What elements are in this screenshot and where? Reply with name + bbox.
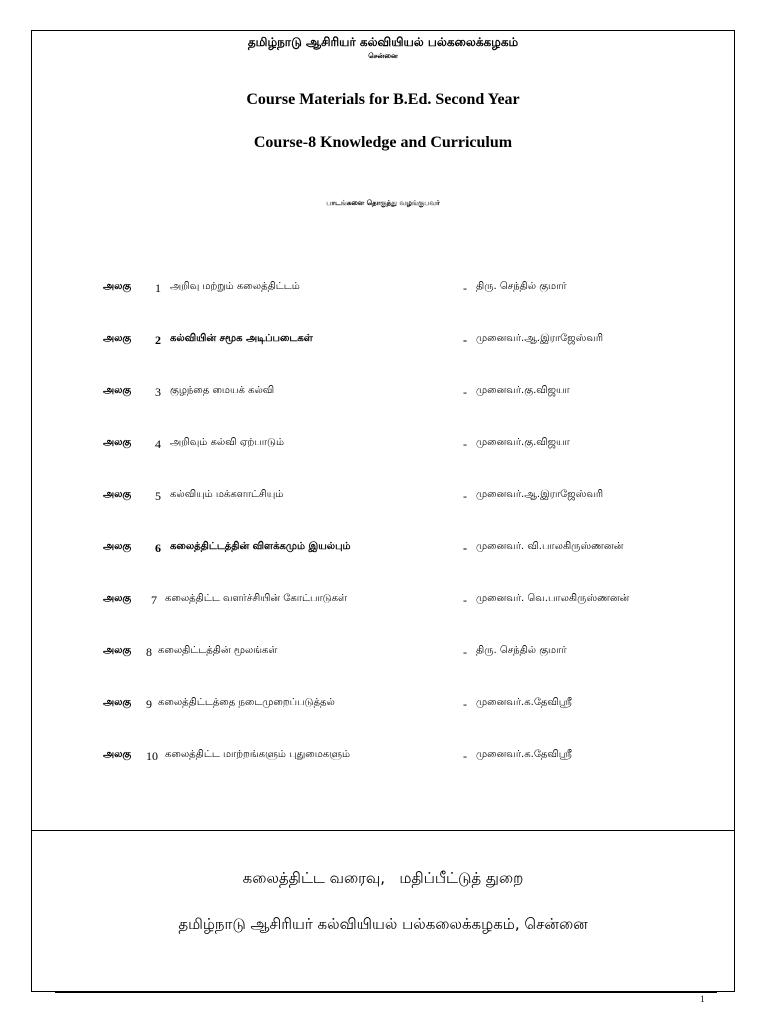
unit-row-3 [32,385,734,403]
unit-number: 3 [155,385,161,399]
unit-number: 1 [155,281,161,295]
department-section [32,831,734,991]
unit-dash: - [463,385,467,399]
unit-number: 9 [146,697,152,711]
unit-row-9 [32,697,734,715]
unit-author: முனைவர்.ஆ.இராஜேஸ்வரி [476,333,604,344]
unit-dash: - [463,281,467,295]
unit-dash: - [463,489,467,503]
unit-row-8 [32,645,734,663]
unit-number: 5 [155,489,161,503]
unit-row-5 [32,489,734,507]
unit-row-4 [32,437,734,455]
title-section [32,31,734,831]
unit-word: அலகு [103,437,132,448]
unit-row-7 [32,593,734,611]
department-university: தமிழ்நாடு ஆசிரியர் கல்வியியல் பல்கலைக்கழகம், சென்னை [178,915,588,933]
unit-number: 2 [155,333,161,347]
unit-author: முனைவர். வெ.பாலகிருஸ்ணனன் [476,593,630,604]
unit-author: திரு. செந்தில் குமார் [476,645,567,656]
unit-topic: அறிவும் கல்வி ஏற்பாடும் [170,437,284,448]
footer-rule [55,992,717,993]
unit-author: முனைவர்.க.தேவிஸ்ரீ [476,697,572,708]
unit-row-10 [32,749,734,767]
unit-number: 4 [155,437,161,451]
unit-dash: - [463,541,467,555]
unit-number: 7 [151,593,157,607]
unit-word: அலகு [103,697,132,708]
unit-word: அலகு [103,593,132,604]
unit-number: 10 [146,749,158,763]
unit-topic: அறிவு மற்றும் கலைத்திட்டம் [170,281,300,292]
unit-row-2 [32,333,734,351]
unit-word: அலகு [103,749,132,760]
page-frame [31,30,735,992]
unit-topic: கலைத்திட்ட மாற்றங்களும் புதுமைகளும் [165,749,351,760]
unit-word: அலகு [103,489,132,500]
unit-dash: - [463,333,467,347]
course-subtitle: Course-8 Knowledge and Curriculum [253,134,513,151]
unit-author: முனைவர்.ஆ.இராஜேஸ்வரி [476,489,604,500]
unit-author: முனைவர்.க.தேவிஸ்ரீ [476,749,572,760]
compiled-by-label: பாடங்களை தொகுத்து வழங்குபவர் [326,199,440,207]
unit-topic: கலைத்திட்ட வளர்ச்சியின் கோட்பாடுகள் [165,593,347,604]
unit-dash: - [463,593,467,607]
unit-number: 6 [155,541,161,555]
unit-word: அலகு [103,281,132,292]
university-city: சென்னை [368,52,398,60]
unit-word: அலகு [103,385,132,396]
unit-topic: குழந்தை மையக் கல்வி [170,385,275,396]
unit-dash: - [463,437,467,451]
unit-author: திரு. செந்தில் குமார் [476,281,567,292]
department-name: கலைத்திட்ட வரைவு, மதிப்பீட்டுத் துறை [242,869,524,887]
unit-word: அலகு [103,645,132,656]
unit-word: அலகு [103,333,132,344]
unit-dash: - [463,645,467,659]
unit-author: முனைவர். வி.பாலகிருஸ்ணனன் [476,541,624,552]
unit-topic: கல்வியின் சமூக அடிப்படைகள் [170,333,313,344]
unit-row-6 [32,541,734,559]
unit-dash: - [463,749,467,763]
unit-row-1 [32,281,734,299]
page-number: 1 [700,994,705,1004]
unit-topic: கலைத்திட்டத்தை நடைமுறைப்படுத்தல் [158,697,335,708]
unit-author: முனைவர்.கு.விஜயா [476,437,570,448]
unit-author: முனைவர்.கு.விஜயா [476,385,570,396]
unit-topic: கலைத்திட்டத்தின் விளக்கமும் இயல்பும் [170,541,351,552]
course-title: Course Materials for B.Ed. Second Year [246,91,520,108]
unit-topic: கல்வியும் மக்களாட்சியும் [170,489,284,500]
unit-number: 8 [146,645,152,659]
unit-topic: கலைதிட்டத்தின் மூலங்கள் [158,645,278,656]
unit-dash: - [463,697,467,711]
university-name: தமிழ்நாடு ஆசிரியர் கல்வியியல் பல்கலைக்கழகம் [247,35,519,49]
unit-word: அலகு [103,541,132,552]
